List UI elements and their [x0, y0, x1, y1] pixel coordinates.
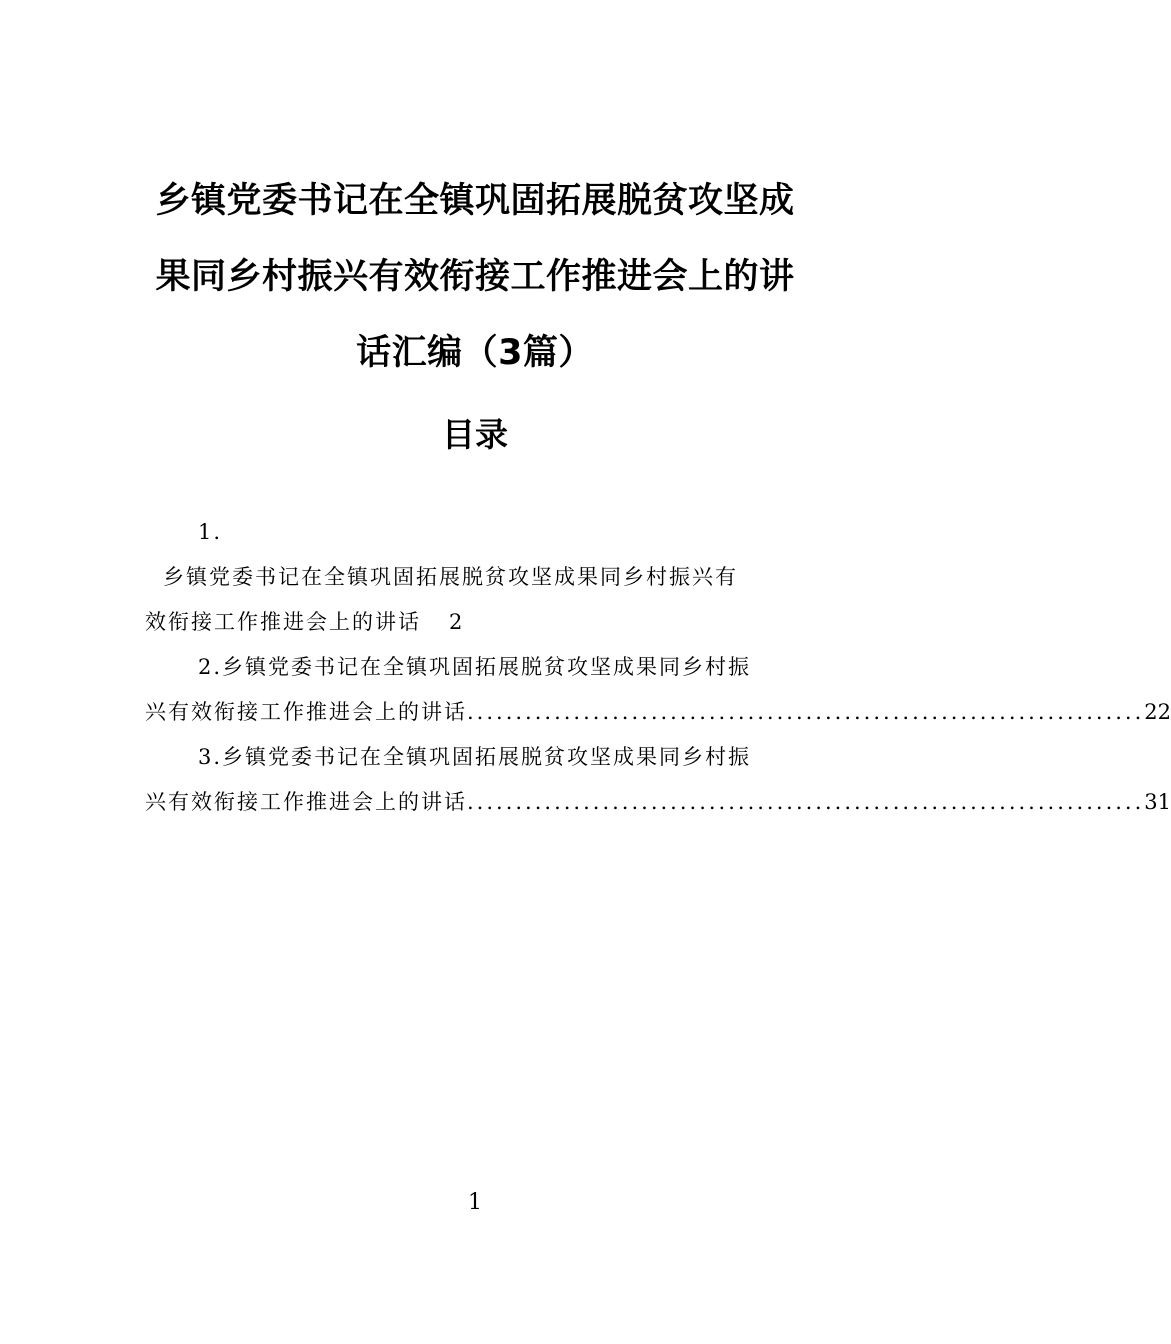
toc-leader-dots: ......................................................................	[467, 790, 1145, 814]
toc-entry-text-line-2	[145, 600, 807, 645]
toc-entry-text: 兴有效衔接工作推进会上的讲话	[145, 790, 467, 814]
title-line-2: 果同乡村振兴有效衔接工作推进会上的讲	[155, 257, 795, 297]
toc-entry-3[interactable]	[145, 735, 1171, 825]
toc-entry-1[interactable]	[145, 510, 807, 645]
document-title	[140, 163, 810, 391]
table-of-contents	[145, 510, 1171, 825]
toc-entry-text: 兴有效衔接工作推进会上的讲话	[145, 700, 467, 724]
toc-entry-number: 1.	[198, 520, 223, 544]
title-line-1: 乡镇党委书记在全镇巩固拓展脱贫攻坚成	[155, 181, 795, 221]
toc-entry-text-line-2	[145, 780, 1171, 825]
toc-entry-text-line-1: 3.乡镇党委书记在全镇巩固拓展脱贫攻坚成果同乡村振	[198, 745, 752, 769]
toc-entry-page: 22	[1144, 700, 1171, 724]
page-number: 1	[468, 1190, 482, 1215]
toc-entry-text-line-2	[145, 690, 1171, 735]
toc-heading: 目录	[442, 415, 508, 454]
toc-leader-dots: ......................................................................	[467, 700, 1145, 724]
toc-entry-page: 31	[1144, 790, 1171, 814]
toc-entry-text: 效衔接工作推进会上的讲话	[145, 610, 421, 634]
toc-entry-2[interactable]	[145, 645, 1171, 735]
toc-entry-page: 2	[449, 610, 465, 634]
toc-entry-text-line-1: 乡镇党委书记在全镇巩固拓展脱贫攻坚成果同乡村振兴有	[163, 565, 738, 589]
title-line-3: 话汇编（3篇）	[356, 333, 594, 373]
toc-entry-text-line-1: 2.乡镇党委书记在全镇巩固拓展脱贫攻坚成果同乡村振	[198, 655, 752, 679]
